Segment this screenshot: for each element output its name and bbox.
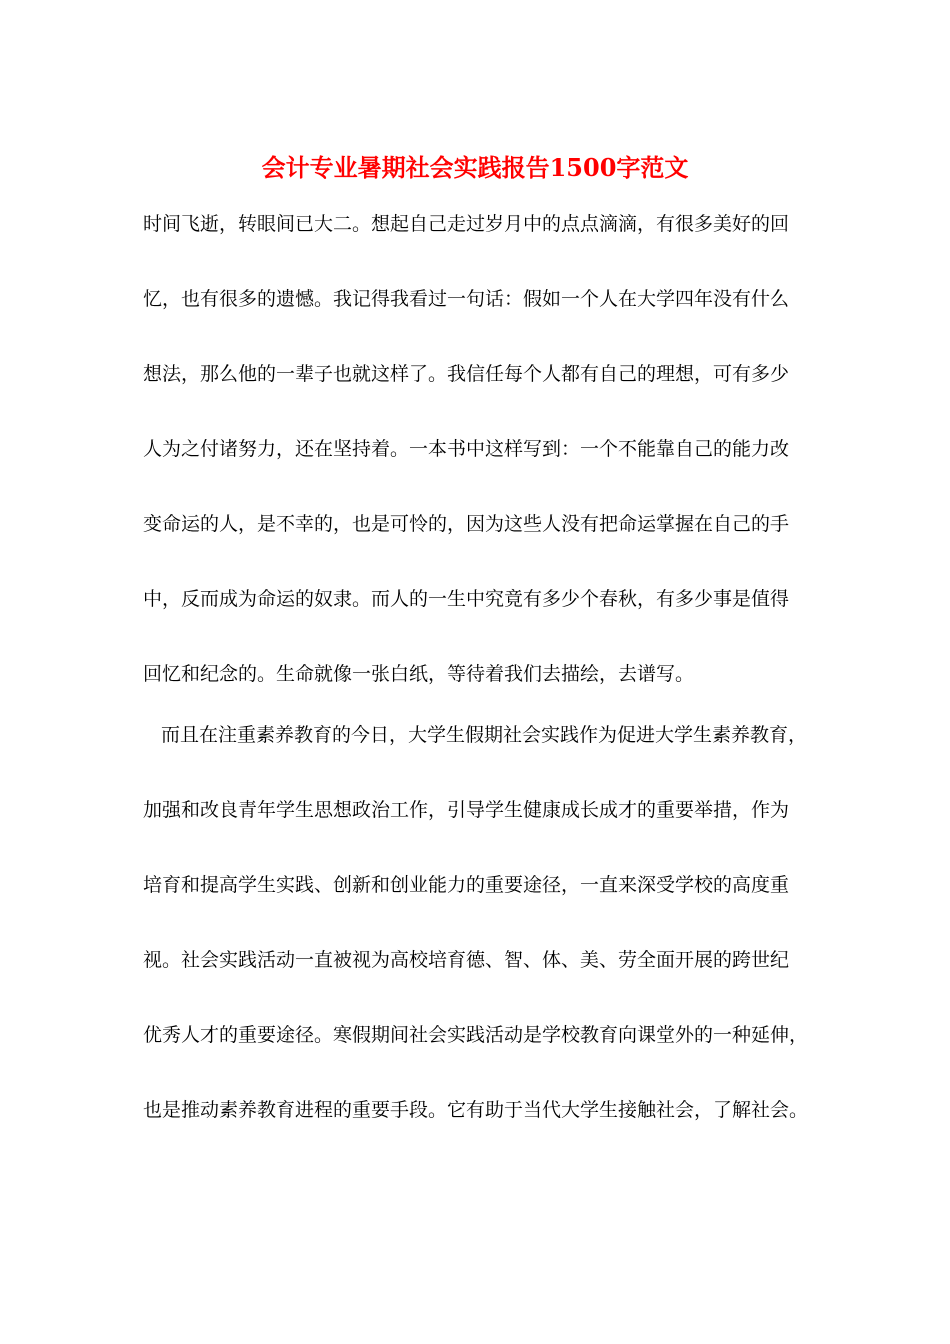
paragraph-line: 想法，那么他的一辈子也就这样了。我信任每个人都有自己的理想，可有多少 xyxy=(143,363,790,385)
paragraph-line: 中，反而成为命运的奴隶。而人的一生中究竟有多少个春秋，有多少事是值得 xyxy=(143,588,790,610)
paragraph-line: 而且在注重素养教育的今日，大学生假期社会实践作为促进大学生素养教育， xyxy=(161,724,808,746)
paragraph-line: 人为之付诸努力，还在坚持着。一本书中这样写到：一个不能靠自己的能力改 xyxy=(143,438,790,460)
paragraph-line: 优秀人才的重要途径。寒假期间社会实践活动是学校教育向课堂外的一种延伸， xyxy=(143,1024,809,1046)
paragraph-line: 加强和改良青年学生思想政治工作，引导学生健康成长成才的重要举措，作为 xyxy=(143,799,790,821)
paragraph-line: 变命运的人，是不幸的，也是可怜的，因为这些人没有把命运掌握在自己的手 xyxy=(143,513,790,535)
paragraph-line: 视。社会实践活动一直被视为高校培育德、智、体、美、劳全面开展的跨世纪 xyxy=(143,949,790,971)
document-title: 会计专业暑期社会实践报告1500字范文 xyxy=(261,153,689,182)
paragraph-line: 回忆和纪念的。生命就像一张白纸，等待着我们去描绘，去谱写。 xyxy=(143,663,695,685)
paragraph-line: 也是推动素养教育进程的重要手段。它有助于当代大学生接触社会，了解社会。 xyxy=(143,1099,809,1121)
paragraph-line: 时间飞逝，转眼间已大二。想起自己走过岁月中的点点滴滴，有很多美好的回 xyxy=(143,213,790,235)
paragraph-line: 培育和提高学生实践、创新和创业能力的重要途径，一直来深受学校的高度重 xyxy=(143,874,790,896)
paragraph-line: 忆，也有很多的遗憾。我记得我看过一句话：假如一个人在大学四年没有什么 xyxy=(143,288,790,310)
